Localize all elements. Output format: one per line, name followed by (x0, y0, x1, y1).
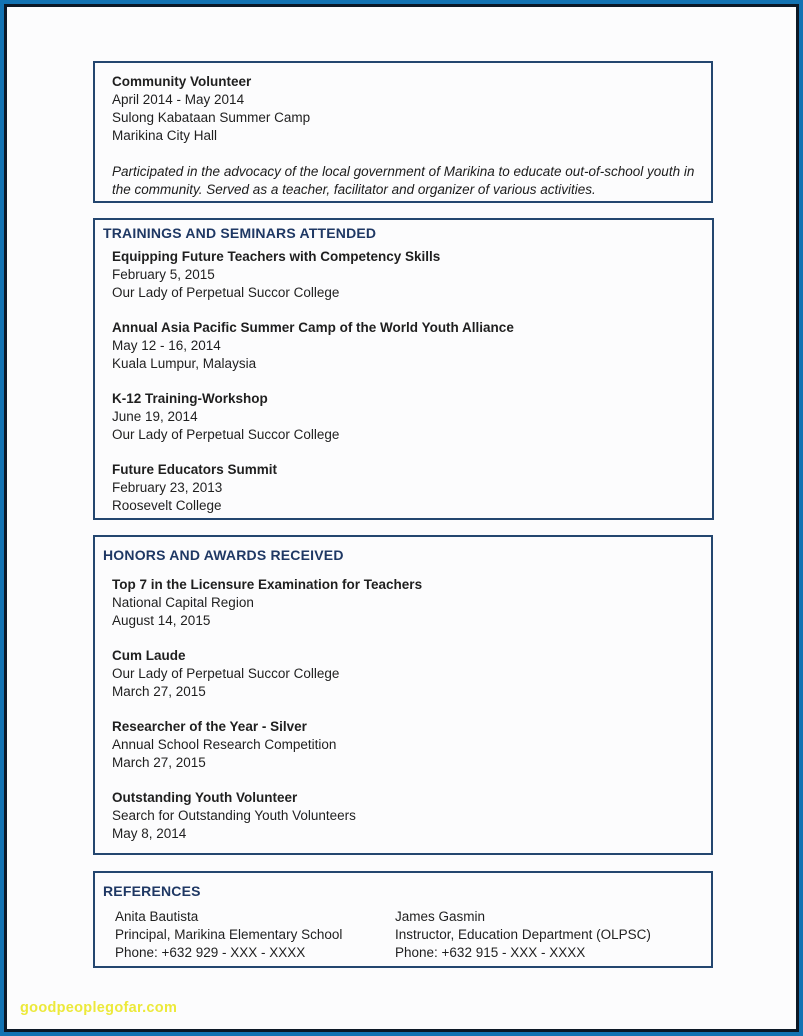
entry-title: Cum Laude (112, 648, 186, 663)
entry-date: August 14, 2015 (112, 613, 211, 628)
entry-location: Marikina City Hall (112, 128, 218, 143)
entry-date: March 27, 2015 (112, 755, 206, 770)
entry-title: Future Educators Summit (112, 462, 278, 477)
entry-date: March 27, 2015 (112, 684, 206, 699)
entry-organization: Sulong Kabataan Summer Camp (112, 110, 311, 125)
award-entry (112, 718, 696, 772)
entry-detail: Search for Outstanding Youth Volunteers (112, 808, 356, 823)
entry-title: Annual Asia Pacific Summer Camp of the World Youth Alliance (112, 320, 514, 335)
entry-title: Top 7 in the Licensure Examination for Teachers (112, 577, 423, 592)
reference-title: Principal, Marikina Elementary School (115, 927, 343, 942)
entry-date-range: April 2014 - May 2014 (112, 92, 245, 107)
entry-title: Community Volunteer (112, 74, 252, 89)
entry-venue: Our Lady of Perpetual Succor College (112, 427, 340, 442)
award-entry (112, 789, 696, 843)
entry-title: Researcher of the Year - Silver (112, 719, 307, 734)
trainings-entries (95, 242, 712, 515)
entry-date: May 8, 2014 (112, 826, 187, 841)
honors-entries (95, 564, 711, 843)
community-volunteer-entries (95, 63, 711, 199)
entry-title: Outstanding Youth Volunteer (112, 790, 298, 805)
references-heading: REFERENCES (103, 883, 201, 899)
entry-date: June 19, 2014 (112, 409, 198, 424)
reference-card (395, 908, 651, 962)
training-entry (112, 248, 697, 302)
watermark-text: goodpeoplegofar.com (20, 1000, 178, 1016)
entry-description: Participated in the advocacy of the local government of Marikina to educate out-of-school youth in the community. Served as a teacher, facilitator and organizer of various activities. (112, 164, 695, 197)
reference-phone: Phone: +632 915 - XXX - XXXX (395, 945, 586, 960)
entry-title: K-12 Training-Workshop (112, 391, 268, 406)
section-community-volunteer (93, 61, 713, 203)
entry-detail: Our Lady of Perpetual Succor College (112, 666, 340, 681)
reference-name: James Gasmin (395, 909, 486, 924)
award-entry (112, 576, 696, 630)
entry-title: Equipping Future Teachers with Competency Skills (112, 249, 441, 264)
reference-title: Instructor, Education Department (OLPSC) (395, 927, 651, 942)
training-entry (112, 461, 697, 515)
entry-detail: Annual School Research Competition (112, 737, 337, 752)
entry-venue: Roosevelt College (112, 498, 222, 513)
entry-date: May 12 - 16, 2014 (112, 338, 221, 353)
page-inner-frame (4, 4, 799, 1032)
entry-venue: Our Lady of Perpetual Succor College (112, 285, 340, 300)
reference-phone: Phone: +632 929 - XXX - XXXX (115, 945, 306, 960)
training-entry (112, 390, 697, 444)
section-trainings-seminars (93, 218, 714, 520)
reference-name: Anita Bautista (115, 909, 199, 924)
section-honors-awards (93, 535, 713, 855)
reference-card (115, 908, 395, 962)
references-list (95, 900, 711, 962)
training-entry (112, 319, 697, 373)
honors-heading: HONORS AND AWARDS RECEIVED (103, 547, 344, 563)
trainings-heading: TRAININGS AND SEMINARS ATTENDED (103, 225, 377, 241)
volunteer-entry (112, 73, 696, 199)
entry-date: February 23, 2013 (112, 480, 223, 495)
entry-date: February 5, 2015 (112, 267, 215, 282)
section-references (93, 871, 713, 968)
entry-venue: Kuala Lumpur, Malaysia (112, 356, 257, 371)
award-entry (112, 647, 696, 701)
entry-detail: National Capital Region (112, 595, 254, 610)
